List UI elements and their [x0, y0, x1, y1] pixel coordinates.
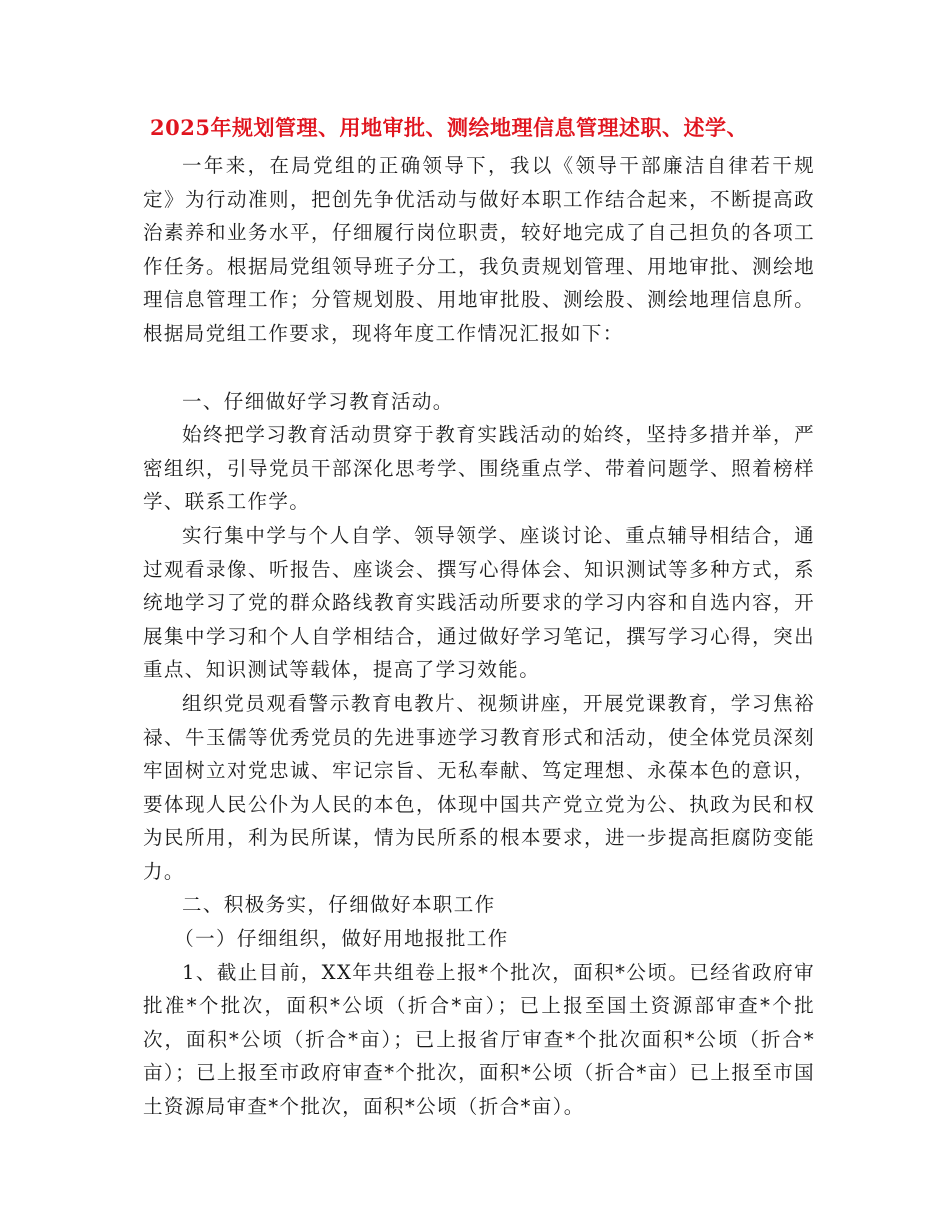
body-paragraph: 始终把学习教育活动贯穿于教育实践活动的始终，坚持多措并举，严密组织，引导党员干部深化思考学、围绕重点学、带着问题学、照着榜样学、联系工作学。	[143, 423, 815, 514]
body-paragraph: 1、截止目前，XX年共组卷上报*个批次，面积*公顷。已经省政府审批准*个批次，面积*公顷（折合*亩）；已上报至国土资源部审查*个批次，面积*公顷（折合*亩）；已上报省厅审查*个批次面积*公顷（折合*亩）；已上报至市政府审查*个批次，面积*公顷（折合*亩）已上报至市国土资源局审查*个批次，面积*公顷（折合*亩）。	[143, 960, 815, 1119]
section-heading-1: 一、仔细做好学习教育活动。	[182, 389, 454, 413]
document-title: 2025年规划管理、用地审批、测绘地理信息管理述职、述学、	[150, 115, 748, 140]
section-heading-2: 二、积极务实，仔细做好本职工作	[182, 893, 496, 917]
intro-paragraph: 一年来，在局党组的正确领导下，我以《领导干部廉洁自律若干规定》为行动准则，把创先争优活动与做好本职工作结合起来，不断提高政治素养和业务水平，仔细履行岗位职责，较好地完成了自己担负的各项工作任务。根据局党组领导班子分工，我负责规划管理、用地审批、测绘地理信息管理工作；分管规划股、用地审批股、测绘股、测绘地理信息所。根据局党组工作要求，现将年度工作情况汇报如下：	[143, 154, 815, 345]
body-paragraph: 组织党员观看警示教育电教片、视频讲座，开展党课教育，学习焦裕禄、牛玉儒等优秀党员的先进事迹学习教育形式和活动，使全体党员深刻牢固树立对党忠诚、牢记宗旨、无私奉献、笃定理想、永葆本色的意识，要体现人民公仆为人民的本色，体现中国共产党立党为公、执政为民和权为民所用，利为民所谋，情为民所系的根本要求，进一步提高拒腐防变能力。	[143, 691, 815, 883]
body-paragraph: 实行集中学与个人自学、领导领学、座谈讨论、重点辅导相结合，通过观看录像、听报告、座谈会、撰写心得体会、知识测试等多种方式，系统地学习了党的群众路线教育实践活动所要求的学习内容和自选内容，开展集中学习和个人自学相结合，通过做好学习笔记，撰写学习心得，突出重点、知识测试等载体，提高了学习效能。	[143, 523, 815, 682]
subsection-heading: （一）仔细组织，做好用地报批工作	[174, 927, 509, 951]
document-body	[143, 149, 815, 1124]
paragraph-gap	[143, 351, 815, 385]
